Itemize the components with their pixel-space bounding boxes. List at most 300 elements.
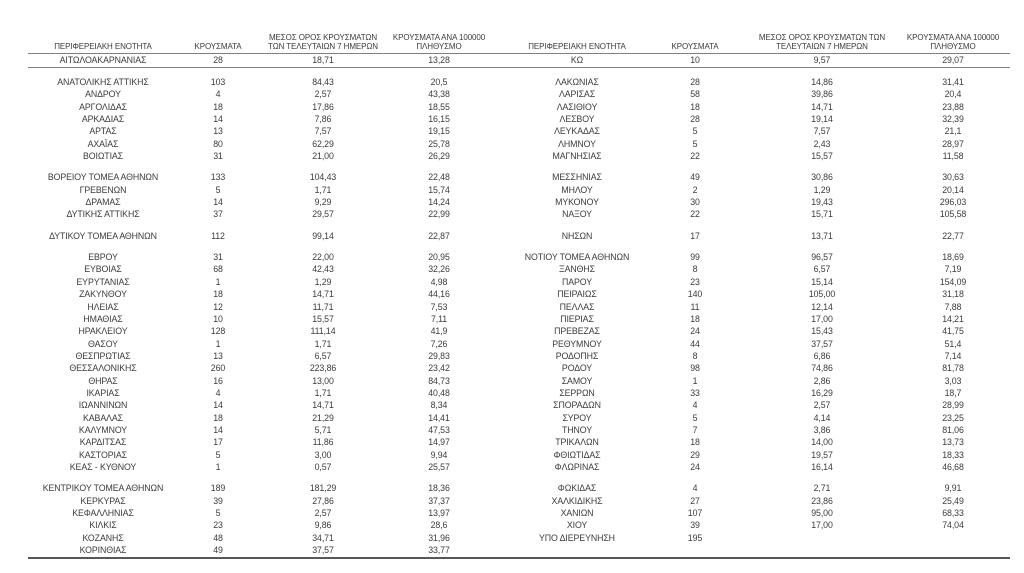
region-cell: ΚΟΡΙΝΘΙΑΣ (79, 545, 127, 556)
region-cell: ΔΥΤΙΚΗΣ ΑΤΤΙΚΗΣ (66, 209, 140, 220)
per100k-cell: 51,4 (944, 338, 962, 349)
table-row (28, 375, 490, 387)
table-header-row (512, 30, 1010, 53)
cases-cell: 28 (690, 114, 700, 125)
avg7day-cell: 11,71 (312, 301, 334, 312)
cases-cell: 11 (690, 301, 700, 312)
avg7day-cell: 2,57 (813, 400, 831, 411)
region-cell: ΛΑΡΙΣΑΣ (558, 89, 596, 100)
per100k-cell: 29,07 (942, 55, 964, 65)
region-cell: ΡΕΘΥΜΝΟΥ (552, 338, 602, 349)
cases-cell: 18 (690, 437, 700, 448)
region-cell: ΕΥΡΥΤΑΝΙΑΣ (76, 276, 130, 287)
table-row (28, 519, 490, 531)
table-row (28, 325, 490, 337)
cases-cell: 29 (690, 449, 700, 460)
cases-cell: 10 (690, 55, 700, 65)
cases-cell: 18 (690, 101, 700, 112)
row-group (28, 230, 490, 242)
avg7day-cell: 2,43 (813, 138, 831, 149)
avg7day-cell: 105,00 (808, 289, 836, 300)
region-cell: ΑΙΤΩΛΟΑΚΑΡΝΑΝΙΑΣ (59, 55, 147, 65)
per100k-cell: 44,16 (428, 289, 450, 300)
avg7day-cell: 37,57 (811, 338, 833, 349)
region-cell: ΛΑΚΩΝΙΑΣ (555, 77, 599, 87)
table-row (28, 263, 490, 275)
table-row (512, 138, 1010, 150)
region-cell: ΦΘΙΩΤΙΔΑΣ (553, 449, 601, 460)
region-cell: ΚΑΒΑΛΑΣ (83, 412, 123, 423)
region-cell: ΜΥΚΟΝΟΥ (555, 197, 599, 208)
region-cell: ΛΕΥΚΑΔΑΣ (554, 126, 600, 137)
cases-cell: 68 (213, 264, 223, 275)
table-row (512, 375, 1010, 387)
cases-cell: 8 (692, 350, 698, 361)
region-cell: ΜΕΣΣΗΝΙΑΣ (552, 172, 602, 183)
avg7day-cell: 99,14 (312, 230, 334, 241)
per100k-cell: 28,99 (942, 400, 964, 411)
cases-cell: 5 (692, 126, 698, 137)
cases-cell: 12 (213, 301, 223, 312)
cases-cell: 103 (210, 77, 226, 87)
region-cell: ΚΑΣΤΟΡΙΑΣ (79, 449, 127, 460)
cases-cell: 31 (213, 151, 223, 162)
cases-cell: 44 (690, 338, 700, 349)
avg7day-column-header: ΜΕΣΟΣ ΟΡΟΣ ΚΡΟΥΣΜΑΤΩΝ ΤΩΝ ΤΕΛΕΥΤΑΙΩΝ 7 ΗΜΕΡΩΝ (758, 33, 886, 51)
table-row (28, 482, 490, 494)
row-group (512, 230, 1010, 242)
avg7day-cell: 14,00 (811, 437, 833, 448)
region-cell: ΘΑΣΟΥ (88, 338, 118, 349)
first-row-divider-line (28, 67, 1010, 68)
region-cell: ΤΡΙΚΑΛΩΝ (555, 437, 599, 448)
table-row (512, 507, 1010, 519)
table-row (512, 424, 1010, 436)
avg7day-cell: 9,86 (314, 520, 332, 531)
avg7day-cell: 9,29 (314, 197, 332, 208)
region-cell: ΓΡΕΒΕΝΩΝ (79, 184, 127, 195)
row-group (512, 53, 1010, 67)
cases-cell: 28 (690, 77, 700, 87)
avg7day-cell: 104,43 (309, 172, 337, 183)
cases-cell: 1 (215, 461, 221, 472)
avg7day-cell: 19,43 (811, 197, 833, 208)
region-cell: ΠΕΛΛΑΣ (559, 301, 595, 312)
table-row (28, 171, 490, 183)
cases-cell: 48 (213, 532, 223, 543)
per100k-column-header: ΚΡΟΥΣΜΑΤΑ ΑΝΑ 100000 ΠΛΗΘΥΣΜΟ (392, 33, 486, 51)
table-row (512, 150, 1010, 162)
cases-cell: 18 (213, 289, 223, 300)
per100k-cell: 18,55 (428, 101, 450, 112)
cases-cell: 49 (213, 545, 223, 556)
avg7day-cell: 6,57 (813, 264, 831, 275)
region-cell: ΡΟΔΟΠΗΣ (555, 350, 599, 361)
table-row (512, 76, 1010, 88)
cases-cell: 24 (690, 461, 700, 472)
avg7day-cell: 3,86 (813, 424, 831, 435)
table-row (512, 196, 1010, 208)
table-row (28, 208, 490, 220)
region-cell: ΧΙΟΥ (566, 520, 588, 531)
per100k-cell: 25,57 (428, 461, 450, 472)
region-cell: ΜΑΓΝΗΣΙΑΣ (552, 151, 602, 162)
cases-cell: 13 (213, 350, 223, 361)
avg7day-cell: 13,71 (811, 230, 833, 241)
per100k-cell: 23,25 (942, 412, 964, 423)
cases-cell: 24 (690, 326, 700, 337)
region-cell: ΝΗΣΩΝ (561, 230, 593, 241)
row-group (28, 53, 490, 67)
per100k-cell: 21,1 (944, 126, 962, 137)
table-row (28, 449, 490, 461)
region-cell: ΛΕΣΒΟΥ (559, 114, 595, 125)
avg7day-cell: 4,14 (813, 412, 831, 423)
table-row (512, 171, 1010, 183)
per100k-cell: 46,68 (942, 461, 964, 472)
table-row (28, 362, 490, 374)
per100k-column-header: ΚΡΟΥΣΜΑΤΑ ΑΝΑ 100000 ΠΛΗΘΥΣΜΟ (906, 33, 1000, 51)
per100k-cell: 20,4 (944, 89, 962, 100)
table-row (512, 276, 1010, 288)
table-row (512, 230, 1010, 242)
table-row (28, 125, 490, 137)
table-row (512, 301, 1010, 313)
region-cell: ΡΟΔΟΥ (561, 363, 593, 374)
per100k-cell: 25,78 (428, 138, 450, 149)
cases-cell: 31 (213, 252, 223, 263)
avg7day-cell: 34,71 (312, 532, 334, 543)
avg7day-cell: 2,57 (314, 508, 332, 518)
cases-cell: 4 (215, 387, 221, 398)
per100k-cell: 32,26 (428, 264, 450, 275)
cases-cell: 128 (210, 326, 226, 337)
per100k-cell: 37,37 (428, 495, 450, 506)
per100k-cell: 20,95 (428, 252, 450, 263)
region-cell: ΒΟΙΩΤΙΑΣ (82, 151, 124, 162)
region-cell: ΣΑΜΟΥ (561, 375, 593, 386)
region-cell: ΘΗΡΑΣ (88, 375, 118, 386)
per100k-cell: 28,97 (942, 138, 964, 149)
region-cell: ΚΕΝΤΡΙΚΟΥ ΤΟΜΕΑ ΑΘΗΝΩΝ (42, 483, 164, 494)
cases-cell: 1 (692, 375, 698, 386)
table-row (512, 101, 1010, 113)
table-row (512, 461, 1010, 473)
per100k-cell: 7,14 (944, 350, 962, 361)
cases-cell: 22 (690, 151, 700, 162)
avg7day-cell: 6,86 (813, 350, 831, 361)
row-group (28, 251, 490, 473)
avg7day-cell: 2,57 (314, 89, 332, 100)
table-row (512, 519, 1010, 531)
avg7day-cell: 1,71 (314, 184, 332, 195)
avg7day-cell: 23,86 (811, 495, 833, 506)
table-row (28, 313, 490, 325)
cases-cell: 99 (690, 252, 700, 263)
per100k-cell: 31,41 (942, 77, 964, 87)
per100k-cell: 18,7 (944, 387, 962, 398)
region-cell: ΑΡΓΟΛΙΔΑΣ (79, 101, 127, 112)
region-cell: ΣΥΡΟΥ (562, 412, 592, 423)
per100k-cell: 23,42 (428, 363, 450, 374)
table-row (28, 113, 490, 125)
avg7day-cell: 1,71 (314, 387, 332, 398)
region-cell: ΛΗΜΝΟΥ (558, 138, 596, 149)
cases-cell: 49 (690, 172, 700, 183)
avg7day-cell: 9,57 (813, 55, 831, 65)
row-group (28, 76, 490, 162)
per100k-cell: 25,49 (942, 495, 964, 506)
avg7day-cell: 16,29 (811, 387, 833, 398)
table-row (512, 399, 1010, 411)
table-row (512, 412, 1010, 424)
per100k-cell: 3,03 (944, 375, 962, 386)
table-row (512, 362, 1010, 374)
avg7day-cell: 95,00 (811, 508, 833, 518)
region-cell: ΚΕΑΣ - ΚΥΘΝΟΥ (69, 461, 137, 472)
header-divider-line (28, 53, 1010, 54)
region-cell: ΔΥΤΙΚΟΥ ΤΟΜΕΑ ΑΘΗΝΩΝ (49, 230, 157, 241)
per100k-cell: 14,97 (428, 437, 450, 448)
table-row (512, 263, 1010, 275)
cases-cell: 16 (213, 375, 223, 386)
per100k-cell: 47,53 (428, 424, 450, 435)
cases-cell: 2 (692, 184, 698, 195)
avg7day-cell: 17,00 (811, 520, 833, 531)
table-body-left (28, 53, 490, 556)
table-row (512, 313, 1010, 325)
avg7day-cell: 22,00 (312, 252, 334, 263)
region-cell: ΑΝΑΤΟΛΙΚΗΣ ΑΤΤΙΚΗΣ (57, 77, 149, 87)
cases-cell: 133 (210, 172, 226, 183)
table-row (28, 196, 490, 208)
region-cell: ΚΕΦΑΛΛΗΝΙΑΣ (72, 508, 134, 518)
cases-cell: 112 (211, 230, 225, 241)
per100k-cell: 32,39 (942, 114, 964, 125)
per100k-cell: 84,73 (428, 375, 450, 386)
avg7day-cell: 15,57 (312, 313, 334, 324)
avg7day-cell (748, 532, 896, 544)
avg7day-cell: 6,57 (314, 350, 332, 361)
avg7day-cell: 0,57 (314, 461, 332, 472)
region-column-header: ΠΕΡΙΦΕΡΕΙΑΚΗ ΕΝΟΤΗΤΑ (528, 42, 626, 51)
table-row (28, 230, 490, 242)
avg7day-cell: 14,71 (811, 101, 833, 112)
table-row (512, 532, 1010, 544)
cases-cell: 23 (690, 276, 700, 287)
avg7day-cell: 14,71 (312, 400, 334, 411)
cases-cell: 140 (687, 289, 703, 300)
per100k-cell: 33,77 (428, 545, 450, 556)
avg7day-cell: 96,57 (811, 252, 833, 263)
table-row (28, 412, 490, 424)
region-cell: ΕΒΡΟΥ (88, 252, 118, 263)
table-row (512, 387, 1010, 399)
cases-cell: 28 (213, 55, 223, 65)
per100k-cell: 18,36 (428, 483, 450, 494)
per100k-cell: 22,87 (428, 230, 450, 241)
avg7day-cell: 74,86 (811, 363, 833, 374)
region-cell: ΞΑΝΘΗΣ (559, 264, 595, 275)
table-row (512, 482, 1010, 494)
per100k-cell: 68,33 (942, 508, 964, 518)
per100k-cell: 14,24 (428, 197, 450, 208)
cases-cell: 4 (692, 400, 698, 411)
avg7day-cell: 7,86 (314, 114, 332, 125)
table-row (28, 436, 490, 448)
per100k-cell: 22,99 (428, 209, 450, 220)
table-row (512, 350, 1010, 362)
region-cell: ΒΟΡΕΙΟΥ ΤΟΜΕΑ ΑΘΗΝΩΝ (47, 172, 159, 183)
region-cell: ΠΑΡΟΥ (561, 276, 592, 287)
region-cell: ΝΑΞΟΥ (562, 209, 592, 220)
region-cell: ΦΩΚΙΔΑΣ (557, 483, 597, 494)
avg7day-cell: 7,57 (813, 126, 831, 137)
cases-cell: 23 (213, 520, 223, 531)
per100k-cell: 20,14 (942, 184, 964, 195)
cases-cell: 14 (213, 424, 223, 435)
per100k-cell: 43,38 (428, 89, 450, 100)
per100k-cell: 81,06 (942, 424, 964, 435)
row-group (512, 76, 1010, 162)
cases-cell: 39 (213, 495, 223, 506)
table-row (28, 461, 490, 473)
avg7day-cell: 12,14 (811, 301, 833, 312)
region-cell: ΧΑΛΚΙΔΙΚΗΣ (551, 495, 603, 506)
avg7day-cell: 62,29 (312, 138, 334, 149)
table-row (512, 436, 1010, 448)
avg7day-cell: 1,71 (314, 338, 332, 349)
region-cell: ΣΕΡΡΩΝ (559, 387, 595, 398)
table-row (512, 495, 1010, 507)
avg7day-cell: 39,86 (811, 89, 833, 100)
table-row (512, 125, 1010, 137)
table-row (28, 399, 490, 411)
row-group (512, 171, 1010, 220)
per100k-cell: 40,48 (428, 387, 450, 398)
avg7day-cell: 42,43 (312, 264, 334, 275)
cases-cell: 260 (210, 363, 226, 374)
avg7day-cell: 7,57 (314, 126, 332, 137)
avg7day-cell: 1,29 (813, 184, 831, 195)
per100k-cell: 296,03 (939, 197, 967, 208)
region-cell: ΚΙΛΚΙΣ (89, 520, 117, 531)
per100k-cell: 7,53 (430, 301, 448, 312)
per100k-cell: 18,69 (942, 252, 964, 263)
cases-cell: 8 (692, 264, 698, 275)
region-cell: ΖΑΚΥΝΘΟΥ (79, 289, 127, 300)
per100k-cell: 105,58 (939, 209, 967, 220)
cases-cell: 39 (690, 520, 700, 531)
table-left-half (28, 30, 490, 557)
per100k-cell: 13,28 (428, 55, 450, 65)
table-row (512, 88, 1010, 100)
avg7day-cell: 29,57 (312, 209, 334, 220)
cases-cell: 14 (213, 114, 223, 125)
per100k-cell: 13,73 (942, 437, 964, 448)
avg7day-cell: 11,86 (312, 437, 334, 448)
cases-cell: 37 (213, 209, 223, 220)
cases-cell: 5 (692, 412, 698, 423)
cases-cell: 1 (215, 276, 221, 287)
cases-cell: 5 (215, 508, 221, 518)
row-group (28, 482, 490, 556)
avg7day-cell: 2,86 (813, 375, 831, 386)
cases-cell: 17 (690, 230, 700, 241)
table-row (28, 251, 490, 263)
table-row (28, 424, 490, 436)
cases-cell: 107 (687, 508, 703, 518)
cases-cell: 27 (690, 495, 700, 506)
region-cell: ΘΕΣΣΑΛΟΝΙΚΗΣ (69, 363, 137, 374)
region-cell: ΣΠΟΡΑΔΩΝ (553, 400, 601, 411)
table-row (512, 288, 1010, 300)
avg7day-cell: 84,43 (312, 77, 334, 87)
per100k-cell: 8,34 (430, 400, 448, 411)
avg7day-cell: 181,29 (309, 483, 337, 494)
cases-cell: 195 (687, 532, 703, 543)
avg7day-cell: 5,71 (314, 424, 332, 435)
region-cell: ΑΧΑΪΑΣ (87, 138, 119, 149)
cases-cell: 18 (213, 412, 223, 423)
avg7day-cell: 13,00 (312, 375, 334, 386)
avg7day-cell: 14,86 (811, 77, 833, 87)
region-cell: ΤΗΝΟΥ (561, 424, 592, 435)
per100k-cell: 31,96 (428, 532, 450, 543)
cases-cell: 18 (213, 101, 223, 112)
table-row (28, 150, 490, 162)
per100k-cell: 81,78 (942, 363, 964, 374)
per100k-cell: 22,48 (428, 172, 450, 183)
per100k-cell: 14,41 (428, 412, 450, 423)
per100k-cell: 7,26 (430, 338, 448, 349)
table-body-right (512, 53, 1010, 544)
table-row (28, 276, 490, 288)
avg7day-cell: 15,71 (811, 209, 833, 220)
cases-cell: 18 (690, 313, 700, 324)
cases-cell: 14 (213, 197, 223, 208)
avg7day-column-header: ΜΕΣΟΣ ΟΡΟΣ ΚΡΟΥΣΜΑΤΩΝ ΤΩΝ ΤΕΛΕΥΤΑΙΩΝ 7 ΗΜΕΡΩΝ (268, 33, 378, 51)
table-row (28, 350, 490, 362)
region-cell: ΛΑΣΙΘΙΟΥ (556, 101, 598, 112)
region-cell: ΜΗΛΟΥ (561, 184, 593, 195)
cases-cell: 10 (213, 313, 223, 324)
cases-cell: 5 (215, 184, 221, 195)
cases-cell: 4 (692, 483, 698, 494)
cases-column-header: ΚΡΟΥΣΜΑΤΑ (194, 42, 242, 51)
table-row (512, 338, 1010, 350)
avg7day-cell: 18,71 (312, 55, 334, 65)
table-row (28, 387, 490, 399)
per100k-cell: 16,15 (428, 114, 450, 125)
region-cell: ΔΡΑΜΑΣ (85, 197, 121, 208)
region-cell: ΚΕΡΚΥΡΑΣ (80, 495, 126, 506)
table-row (28, 507, 490, 519)
table-middle-gap (490, 30, 512, 557)
avg7day-cell: 3,00 (314, 449, 332, 460)
cases-column-header: ΚΡΟΥΣΜΑΤΑ (671, 42, 719, 51)
table-row (28, 138, 490, 150)
cases-cell: 58 (690, 89, 700, 100)
per100k-cell: 41,75 (942, 326, 964, 337)
table-row (28, 301, 490, 313)
region-cell: ΑΡΚΑΔΙΑΣ (81, 114, 125, 125)
region-cell: ΦΛΩΡΙΝΑΣ (554, 461, 600, 472)
regional-cases-table (28, 30, 1010, 559)
table-row (512, 184, 1010, 196)
per100k-cell: 23,88 (942, 101, 964, 112)
table-row (512, 53, 1010, 67)
